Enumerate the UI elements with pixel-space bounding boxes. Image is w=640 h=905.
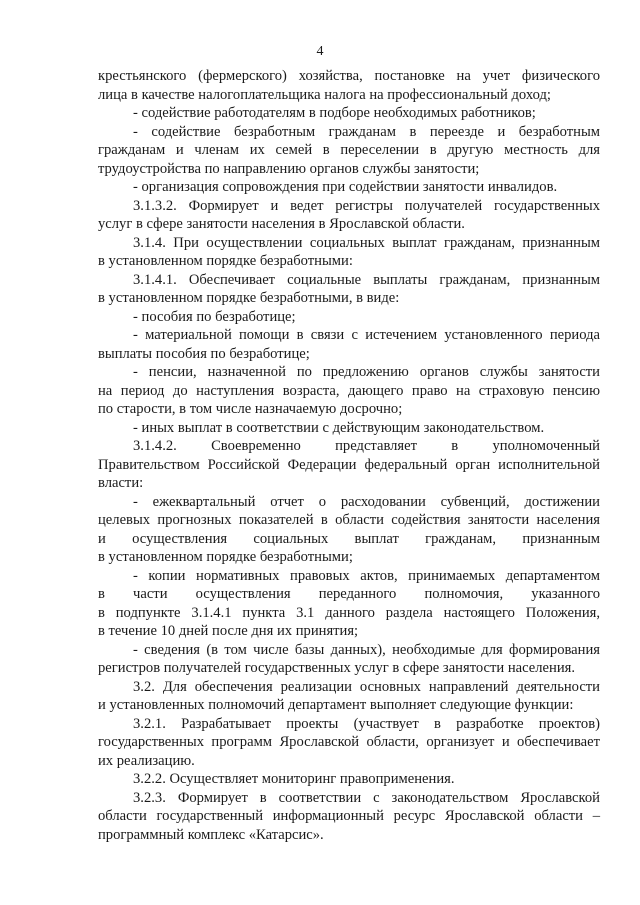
text-line: и осуществления социальных выплат гражданам, признанным (98, 530, 600, 547)
document-body (98, 67, 600, 844)
text-line: - сведения (в том числе базы данных), необходимые для формирования (133, 641, 600, 658)
text-line: 3.2.1. Разрабатывает проекты (участвует в разработке проектов) (133, 715, 600, 732)
text-line: их реализацию. (98, 752, 195, 769)
text-line: 3.1.4. При осуществлении социальных выплат гражданам, признанным (133, 234, 600, 251)
text-line: на период до наступления возраста, дающего право на страховую пенсию (98, 382, 600, 399)
text-line: 3.1.4.2. Своевременно представляет в уполномоченный (133, 438, 600, 454)
text-line: регистров получателей государственных услуг в сфере занятости населения. (98, 660, 576, 676)
text-line: области государственный информационный ресурс Ярославской области – (98, 808, 600, 824)
text-line: в части осуществления переданного полномочия, указанного (98, 586, 600, 602)
text-line: 3.1.4.1. Обеспечивает социальные выплаты гражданам, признанным (133, 271, 600, 288)
text-line: власти: (98, 475, 144, 491)
text-line: в установленном порядке безработными; (98, 549, 353, 565)
text-line: 3.1.3.2. Формирует и ведет регистры получателей государственных (133, 197, 600, 214)
text-line: государственных программ Ярославской области, организует и обеспечивает (98, 734, 600, 750)
text-line: - пенсии, назначенной по предложению органов службы занятости (133, 364, 600, 380)
text-line: 3.2.3. Формирует в соответствии с законодательством Ярославской (133, 789, 600, 806)
text-line: гражданам и членам их семей в переселении в другую местность для (98, 142, 600, 158)
text-line: и установленных полномочий департамент выполняет следующие функции: (98, 697, 574, 713)
text-line: в подпункте 3.1.4.1 пункта 3.1 данного раздела настоящего Положения, (98, 604, 600, 621)
text-line: - материальной помощи в связи с истечением установленного периода (133, 327, 600, 343)
page-number: 4 (316, 44, 324, 59)
text-line: - копии нормативных правовых актов, принимаемых департаментом (133, 567, 600, 584)
text-line: трудоустройства по направлению органов службы занятости; (98, 160, 480, 177)
text-line: 3.2. Для обеспечения реализации основных направлений деятельности (133, 678, 600, 695)
text-line: программный комплекс «Катарсис». (98, 826, 324, 843)
text-line: по старости, в том числе назначаемую досрочно; (98, 401, 403, 417)
text-line: - организация сопровождения при содействии занятости инвалидов. (133, 179, 558, 195)
text-line: в течение 10 дней после дня их принятия; (98, 623, 359, 639)
text-line: - ежеквартальный отчет о расходовании субвенций, достижении (133, 493, 600, 510)
text-line: - пособия по безработице; (133, 308, 296, 325)
text-line: услуг в сфере занятости населения в Ярославской области. (98, 216, 465, 232)
text-line: крестьянского (фермерского) хозяйства, постановке на учет физического (98, 68, 600, 84)
text-line: Правительством Российской Федерации федеральный орган исполнительной (98, 456, 600, 473)
text-line: в установленном порядке безработными: (98, 253, 353, 269)
text-line: в установленном порядке безработными, в виде: (98, 290, 400, 306)
text-line: - иных выплат в соответствии с действующим законодательством. (133, 419, 545, 436)
text-line: 3.2.2. Осуществляет мониторинг правоприменения. (133, 771, 455, 787)
text-line: лица в качестве налогоплательщика налога на профессиональный доход; (98, 86, 551, 103)
text-line: целевых прогнозных показателей в области содействия занятости населения (98, 512, 600, 528)
text-line: - содействие работодателям в подборе необходимых работников; (133, 105, 536, 121)
text-line: - содействие безработным гражданам в переезде и безработным (133, 123, 600, 140)
text-line: выплаты пособия по безработице; (98, 345, 310, 362)
